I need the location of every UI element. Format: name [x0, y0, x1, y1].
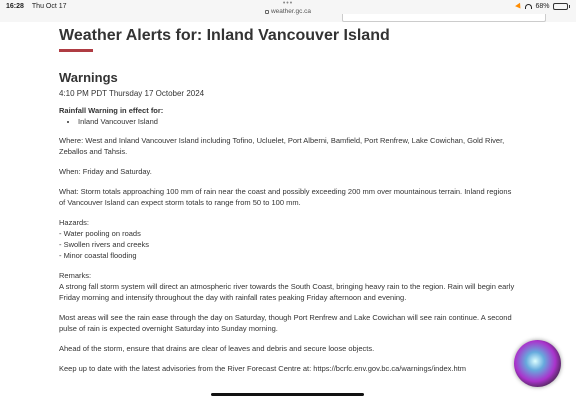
wifi-icon	[525, 4, 532, 9]
status-date: Thu Oct 17	[31, 3, 67, 10]
main-content	[59, 22, 519, 374]
location-icon	[516, 3, 524, 11]
warning-heading: Rainfall Warning in effect for:	[59, 106, 164, 115]
remarks-paragraph: Ahead of the storm, ensure that drains are clear of leaves and debris and secure loose objects.	[59, 344, 375, 353]
issued-time: 4:10 PM PDT Thursday 17 October 2024	[59, 89, 205, 98]
river-forecast-link[interactable]: Keep up to date with the latest advisories from the River Forecast Centre at: https://bcrfc.env.gov.bc.ca/warnings/index.htm	[59, 364, 466, 373]
page-title: Weather Alerts for: Inland Vancouver Island	[59, 27, 390, 44]
tab-dots-icon[interactable]: •••	[282, 0, 294, 7]
siri-icon[interactable]	[514, 340, 561, 387]
what-text: What: Storm totals approaching 100 mm of rain near the coast and possibly exceeding 200 mm over mountainous terrain. Inland regions of Vancouver Island can expect storm totals to range from 50 to 100 mm.	[59, 187, 512, 207]
remarks-paragraph: A strong fall storm system will direct an atmospheric river towards the South Coast, bringing heavy rain to the region. Rain will begin early Friday morning and intensify throughout the day with rainfall rates peaking Friday afternoon and evening.	[59, 282, 515, 302]
hazard-item: - Water pooling on roads	[59, 229, 141, 238]
home-indicator[interactable]	[211, 393, 364, 396]
battery-icon	[553, 3, 571, 10]
status-time: 16:28	[6, 3, 24, 10]
where-text: Where: West and Inland Vancouver Island including Tofino, Ucluelet, Port Alberni, Bamfield, Port Renfrew, Lake Cowichan, Gold River, Zeballos and Tahsis.	[59, 136, 505, 156]
url-display[interactable]	[265, 7, 311, 16]
hazard-item: - Swollen rivers and creeks	[59, 240, 150, 249]
hazard-item: - Minor coastal flooding	[59, 251, 137, 260]
status-right	[516, 3, 570, 10]
remarks-heading: Remarks:	[59, 271, 92, 280]
url-text[interactable]: weather.gc.ca	[270, 8, 312, 15]
battery-percent: 68%	[535, 3, 550, 10]
region-list	[59, 117, 519, 126]
when-text: When: Friday and Saturday.	[59, 167, 152, 176]
title-underline	[59, 49, 93, 52]
site-search-box[interactable]	[342, 14, 546, 22]
section-title-warnings: Warnings	[59, 70, 118, 85]
remarks-paragraph: Most areas will see the rain ease through the day on Saturday, though Port Renfrew and Lake Cowichan will see rain continue. A second pulse of rain is expected overnight Saturday into Sunday morning.	[59, 313, 512, 333]
region-item: • Inland Vancouver Island	[78, 117, 519, 126]
lock-icon	[265, 10, 269, 14]
hazards-heading: Hazards:	[59, 218, 90, 227]
